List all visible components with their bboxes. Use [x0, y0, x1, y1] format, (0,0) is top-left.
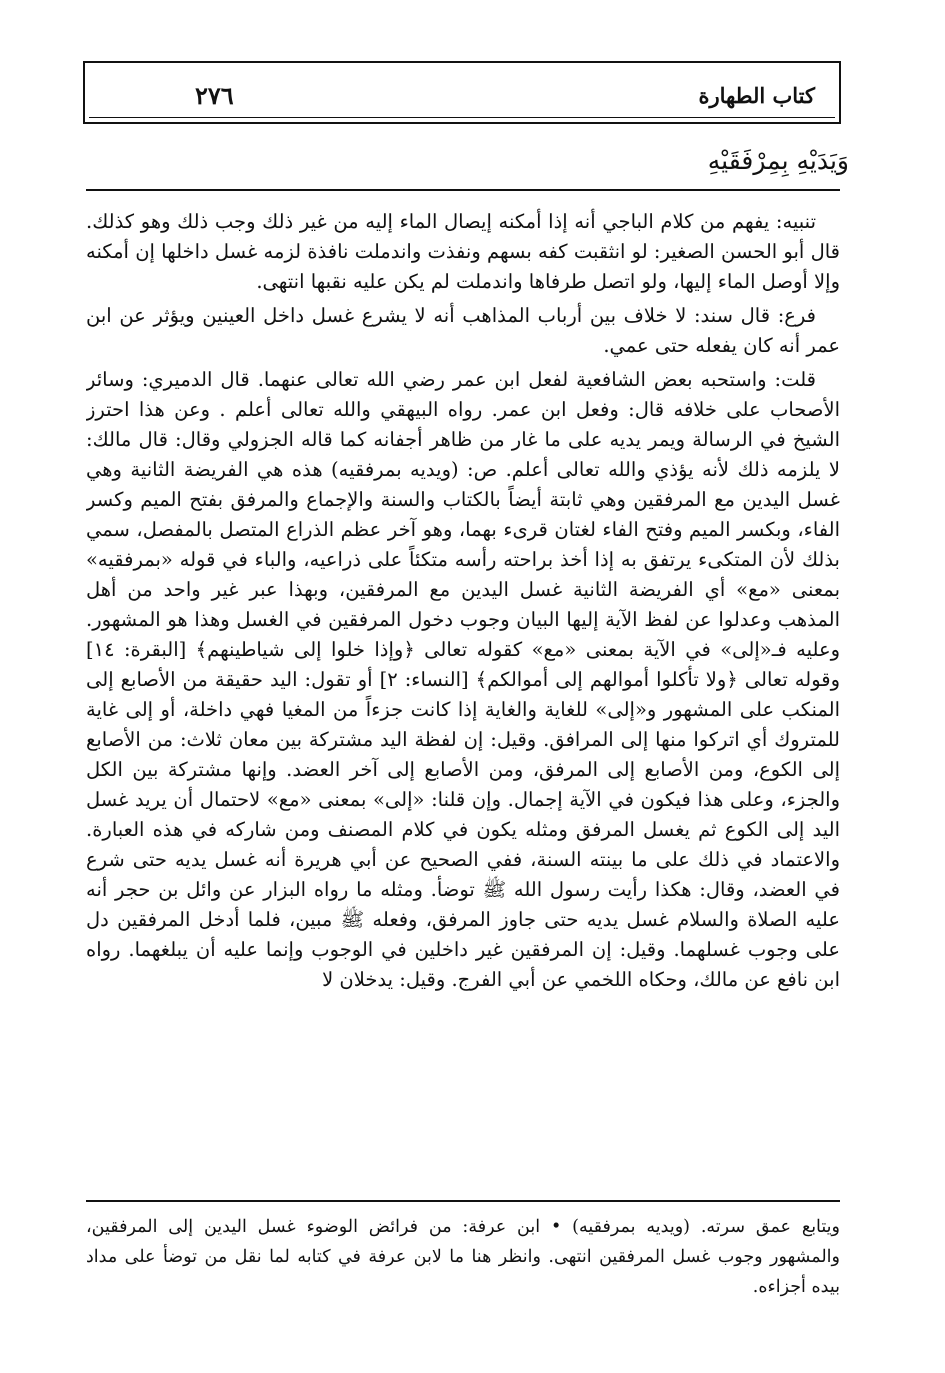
page-header [83, 61, 841, 124]
paragraph-far: فرع: قال سند: لا خلاف بين أرباب المذاهب أنه لا يشرع غسل داخل العينين ويؤثر عن ابن عمر أنه كان يفعله حتى عمي. [86, 304, 840, 357]
commentary-body [86, 207, 840, 1177]
matn-heading: وَيَدَيْهِ بِمِرْفَقَيْهِ [707, 146, 849, 175]
book-title: كتاب الطهارة [698, 83, 815, 108]
footnote-text: ويتابع عمق سرته. (ويديه بمرفقيه) • ابن عرفة: من فرائض الوضوء غسل اليدين إلى المرفقين، والمشهور وجوب غسل المرفقين انتهى. وانظر هنا ما لابن عرفة في كتابه لما نقل من توضأ على مداد بيده أجزاءه. [86, 1217, 840, 1297]
footnote [86, 1212, 840, 1302]
paragraph-qultu: قلت: واستحبه بعض الشافعية لفعل ابن عمر رضي الله تعالى عنهما. قال الدميري: وسائر الأصحاب على خلافه قال: وفعل ابن عمر. رواه البيهقي والله تعالى أعلم . وعن هذا احترز الشيخ في الرسالة ويمر يديه على ما غار من ظاهر أجفانه كما قاله الجزولي وقال: قال مالك: لا يلزمه ذلك لأنه يؤذي والله تعالى أعلم. ص: (ويديه بمرفقيه) هذه هي الفريضة الثانية وهي غسل اليدين مع المرفقين وهي ثابتة أيضاً بالكتاب والسنة والإجماع والمرفق بفتح الميم وكسر الفاء، وبكسر الميم وفتح الفاء لغتان قرىء بهما، وهو آخر عظم الذراع المتصل بالمفصل، سمي بذلك لأن المتكىء يرتفق به إذا أخذ براحته رأسه متكئاً على ذراعيه، والباء في قوله «بمرفقيه» بمعنى «مع» أي الفريضة الثانية غسل اليدين مع المرفقين، وبهذا عبر غير واحد من أهل المذهب وعدلوا عن لفظ الآية إليها البيان وجوب دخول المرفقين في الغسل وهذا هو المشهور. وعليه فـ«إلى» في الآية بمعنى «مع» كقوله تعالى ﴿وإذا خلوا إلى شياطينهم﴾ [البقرة: ١٤] وقوله تعالى ﴿ولا تأكلوا أموالهم إلى أموالكم﴾ [النساء: ٢] أو تقول: اليد حقيقة من الأصابع إلى المنكب على المشهور و«إلى» للغاية والغاية إذا كانت جزءاً من المغيا فهي داخلة، أو إلى غاية للمتروك أي اتركوا منها إلى المرافق. وقيل: إن لفظة اليد مشتركة بين معان ثلاث: من الأصابع إلى الكوع، ومن الأصابع إلى المرفق، ومن الأصابع إلى آخر العضد. وإنها مشتركة بين الكل والجزء، وعلى هذا فيكون في الآية إجمال. وإن قلنا: «إلى» بمعنى «مع» لاحتمال أن يريد غسل اليد إلى الكوع ثم يغسل المرفق ومثله يكون في كلام المصنف ومن شاركه في هذه العبارة. والاعتماد في ذلك على ما بينته السنة، ففي الصحيح عن أبي هريرة أنه غسل يديه حتى شرع في العضد، وقال: هكذا رأيت رسول الله ﷺ توضأ. ومثله ما رواه البزار عن وائل بن حجر أنه عليه الصلاة والسلام غسل يديه حتى جاوز المرفق، وفعله ﷺ مبين، فلما أدخل المرفقين دل على وجوب غسلهما. وقيل: إن المرفقين غير داخلين في الوجوب وإنما عليه أن يبلغهما. رواه ابن نافع عن مالك، وحكاه اللخمي عن أبي الفرج. وقيل: يدخلان لا [86, 368, 840, 991]
paragraph-tanbih: تنبيه: يفهم من كلام الباجي أنه إذا أمكنه إيصال الماء إليه من غير ذلك وجب ذلك وهو كذلك. قال أبو الحسن الصغير: لو انثقبت كفه بسهم ونفذت واندملت نافذة لزمه غسل داخلها إن أمكنه وإلا أوصل الماء إليها، ولو اتصل طرفاها واندملت لم يكن عليه نقبها انتهى. [86, 210, 840, 293]
top-divider [86, 189, 840, 191]
footnote-divider [86, 1200, 840, 1202]
page-number: ٢٧٦ [195, 81, 234, 110]
